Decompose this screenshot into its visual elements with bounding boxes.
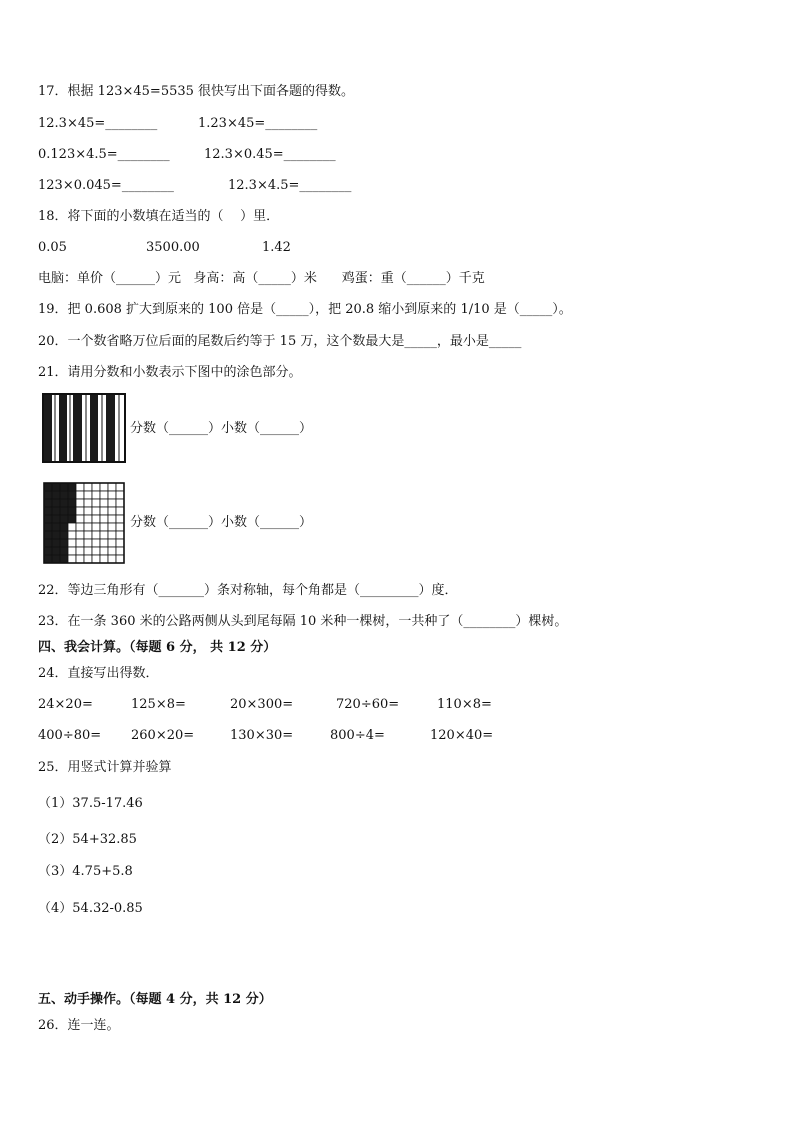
q18-number: 0.05 — [38, 240, 67, 255]
oral-calc-item: 800÷4= — [330, 728, 385, 743]
q17-item-2: 1.23×45=________ — [198, 116, 318, 131]
oral-calc-item: 125×8= — [131, 697, 186, 712]
q26-title: 26．连一连。 — [38, 1018, 120, 1033]
vertical-calc-item: （4）54.32-0.85 — [38, 901, 143, 916]
q18-blanks-line: 电脑：单价（______）元 身高：高（_____）米 鸡蛋：重（______）千克 — [38, 271, 485, 286]
oral-calc-item: 400÷80= — [38, 728, 102, 743]
q20-text: 20．一个数省略万位后面的尾数后约等于 15 万，这个数最大是_____，最小是_____ — [38, 334, 522, 349]
oral-calc-item: 720÷60= — [336, 697, 400, 712]
q18-number: 3500.00 — [146, 240, 200, 255]
q19-text: 19．把 0.608 扩大到原来的 100 倍是（_____），把 20.8 缩小到原来的 1/10 是（_____）。 — [38, 302, 572, 317]
q17-item-5: 123×0.045=________ — [38, 178, 174, 193]
vertical-calc-item: （3）4.75+5.8 — [38, 864, 133, 879]
grid-shading-figure — [42, 481, 126, 565]
oral-calc-item: 20×300= — [230, 697, 294, 712]
oral-calc-item: 130×30= — [230, 728, 294, 743]
q23-text: 23．在一条 360 米的公路两侧从头到尾每隔 10 米种一棵树，一共种了（________）棵树。 — [38, 614, 568, 629]
q25-title: 25．用竖式计算并验算 — [38, 760, 172, 775]
q18-title: 18．将下面的小数填在适当的（ ）里． — [38, 209, 280, 224]
oral-calc-item: 24×20= — [38, 697, 93, 712]
striped-shading-figure — [42, 393, 126, 463]
q17-item-4: 12.3×0.45=________ — [204, 147, 336, 162]
section-4-title: 四、我会计算。（每题 6 分， 共 12 分） — [38, 640, 277, 655]
oral-calc-item: 110×8= — [437, 697, 492, 712]
q22-text: 22．等边三角形有（_______）条对称轴，每个角都是（_________）度． — [38, 583, 458, 598]
section-5-title: 五、动手操作。（每题 4 分，共 12 分） — [38, 992, 272, 1007]
fig1-answer-label: 分数（______）小数（______） — [130, 421, 313, 436]
q24-title: 24．直接写出得数． — [38, 666, 159, 681]
q17-item-1: 12.3×45=________ — [38, 116, 158, 131]
q17-item-3: 0.123×4.5=________ — [38, 147, 170, 162]
q17-title: 17．根据 123×45=5535 很快写出下面各题的得数。 — [38, 84, 355, 99]
vertical-calc-item: （1）37.5-17.46 — [38, 796, 143, 811]
q21-title: 21．请用分数和小数表示下图中的涂色部分。 — [38, 365, 302, 380]
oral-calc-item: 260×20= — [131, 728, 195, 743]
fig2-answer-label: 分数（______）小数（______） — [130, 515, 313, 530]
q17-item-6: 12.3×4.5=________ — [228, 178, 352, 193]
vertical-calc-item: （2）54+32.85 — [38, 832, 137, 847]
oral-calc-item: 120×40= — [430, 728, 494, 743]
q18-number: 1.42 — [262, 240, 291, 255]
